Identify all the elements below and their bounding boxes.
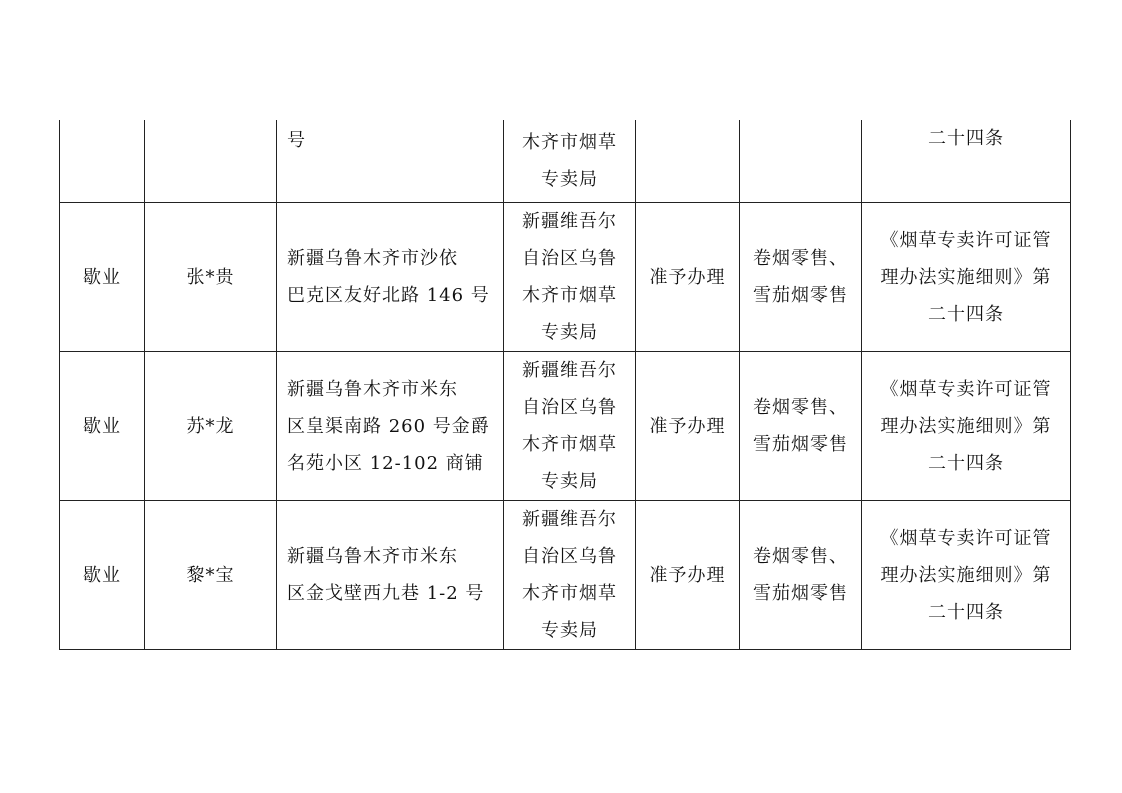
table-row	[60, 501, 1071, 650]
scope-cell	[740, 120, 862, 203]
decision-cell	[636, 120, 740, 203]
basis-cell: 《烟草专卖许可证管 理办法实施细则》第 二十四条	[862, 203, 1071, 352]
scope-cell: 卷烟零售、 雪茄烟零售	[740, 352, 862, 501]
scope-cell: 卷烟零售、 雪茄烟零售	[740, 501, 862, 650]
address-cell: 新疆乌鲁木齐市米东 区金戈壁西九巷 1-2 号	[277, 501, 504, 650]
basis-cell: 《烟草专卖许可证管 理办法实施细则》第 二十四条	[862, 352, 1071, 501]
type-cell: 歇业	[60, 352, 145, 501]
authority-cell: 新疆维吾尔 自治区乌鲁 木齐市烟草 专卖局	[504, 352, 636, 501]
authority-cell: 木齐市烟草 专卖局	[504, 120, 636, 203]
license-record-table	[59, 120, 1071, 650]
type-cell	[60, 120, 145, 203]
table-row	[60, 203, 1071, 352]
decision-cell: 准予办理	[636, 352, 740, 501]
table-row-continuation	[60, 120, 1071, 203]
address-cell: 号	[277, 120, 504, 203]
person-cell	[145, 120, 277, 203]
authority-cell: 新疆维吾尔 自治区乌鲁 木齐市烟草 专卖局	[504, 501, 636, 650]
type-cell: 歇业	[60, 203, 145, 352]
authority-cell: 新疆维吾尔 自治区乌鲁 木齐市烟草 专卖局	[504, 203, 636, 352]
address-cell: 新疆乌鲁木齐市沙依 巴克区友好北路 146 号	[277, 203, 504, 352]
decision-cell: 准予办理	[636, 203, 740, 352]
person-cell: 张*贵	[145, 203, 277, 352]
basis-cell: 《烟草专卖许可证管 理办法实施细则》第 二十四条	[862, 501, 1071, 650]
table-row	[60, 352, 1071, 501]
scope-cell: 卷烟零售、 雪茄烟零售	[740, 203, 862, 352]
person-cell: 苏*龙	[145, 352, 277, 501]
person-cell: 黎*宝	[145, 501, 277, 650]
type-cell: 歇业	[60, 501, 145, 650]
address-cell: 新疆乌鲁木齐市米东 区皇渠南路 260 号金爵 名苑小区 12-102 商铺	[277, 352, 504, 501]
decision-cell: 准予办理	[636, 501, 740, 650]
basis-cell: 二十四条	[862, 120, 1071, 203]
